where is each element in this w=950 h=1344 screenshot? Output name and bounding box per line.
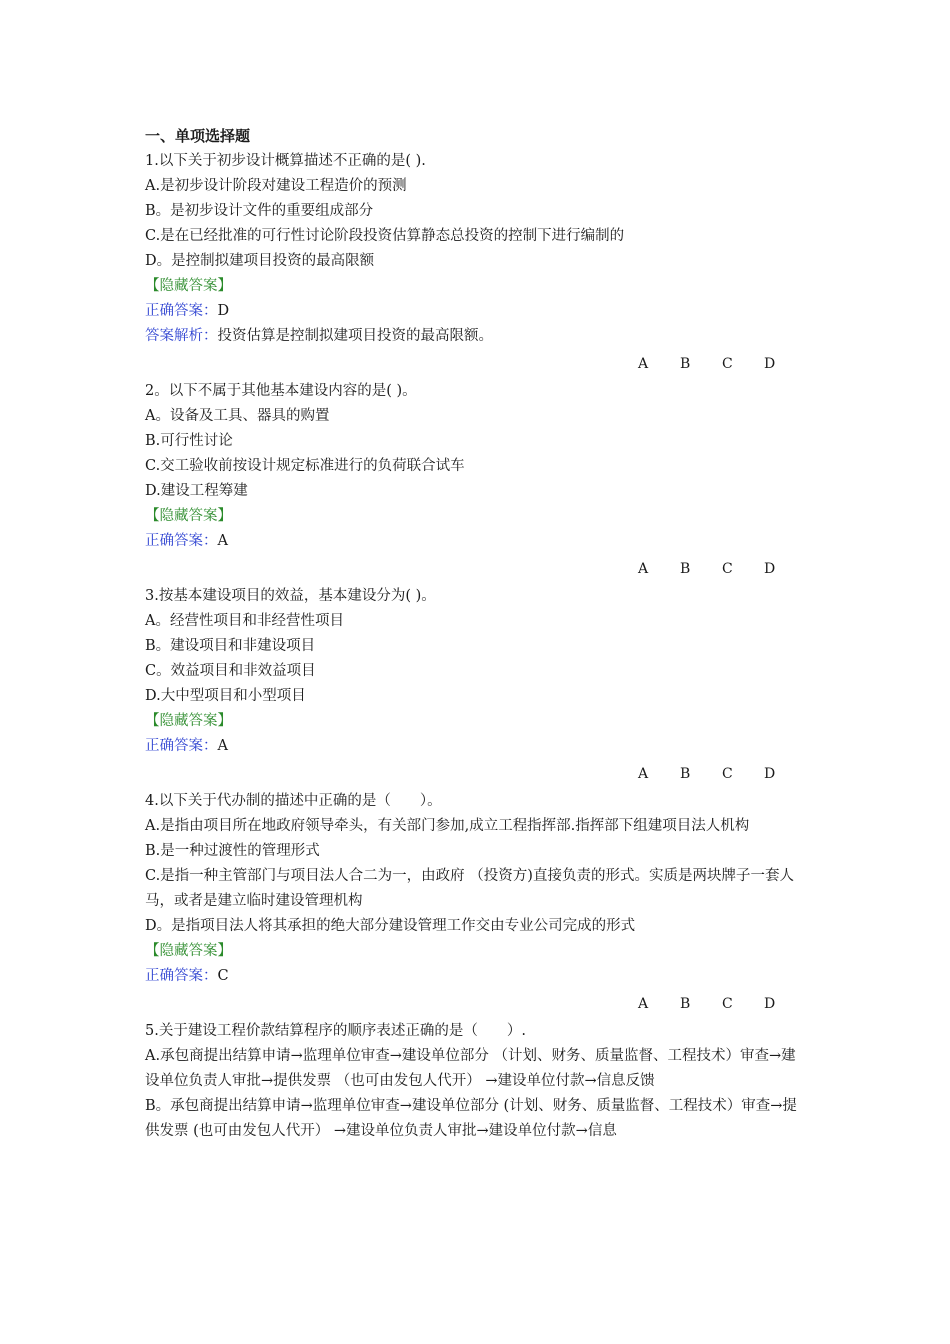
answer-label: 正确答案： [145, 968, 218, 984]
choice-row [145, 554, 810, 584]
option-c: C.交工验收前按设计规定标准进行的负荷联合试车 [145, 458, 465, 474]
option-a: A.是初步设计阶段对建设工程造价的预测 [145, 178, 407, 194]
choice-row [145, 989, 810, 1019]
answer-value: A [217, 533, 228, 549]
choice-b[interactable]: B [680, 356, 691, 372]
option-a: A。设备及工具、器具的购置 [145, 408, 330, 424]
choice-c[interactable]: C [722, 766, 733, 782]
answer-value: C [217, 968, 229, 984]
option-a: A.是指由项目所在地政府领导牵头，有关部门参加,成立工程指挥部.指挥部下组建项目法人机构 [145, 818, 750, 834]
choice-row [145, 759, 810, 789]
choice-d[interactable]: D [764, 561, 776, 577]
option-c: C.是指一种主管部门与项目法人合二为一，由政府 （投资方)直接负责的形式。实质是两块牌子一套人马，或者是建立临时建设管理机构 [145, 868, 794, 909]
answer-line [145, 734, 810, 759]
choice-row [145, 349, 810, 379]
document-page [145, 124, 810, 1144]
question-stem: 2。以下不属于其他基本建设内容的是( )。 [145, 383, 417, 399]
question-stem: 4.以下关于代办制的描述中正确的是（ ）。 [145, 793, 442, 809]
question-3 [145, 584, 810, 789]
option-b: B.可行性讨论 [145, 433, 233, 449]
answer-line [145, 964, 810, 989]
option-c: C。效益项目和非效益项目 [145, 663, 316, 679]
choice-c[interactable]: C [722, 561, 733, 577]
explanation-text: 投资估算是控制拟建项目投资的最高限额。 [217, 328, 493, 344]
question-1 [145, 149, 810, 379]
choice-b[interactable]: B [680, 996, 691, 1012]
choice-a[interactable]: A [638, 356, 649, 372]
answer-label: 正确答案： [145, 738, 218, 754]
question-stem: 1.以下关于初步设计概算描述不正确的是( ). [145, 153, 426, 169]
question-2 [145, 379, 810, 584]
hide-answer-link[interactable]: 【隐藏答案】 [145, 713, 232, 729]
choice-c[interactable]: C [722, 356, 733, 372]
choice-c[interactable]: C [722, 996, 733, 1012]
option-b: B.是一种过渡性的管理形式 [145, 843, 320, 859]
answer-line [145, 529, 810, 554]
option-d: D.大中型项目和小型项目 [145, 688, 306, 704]
question-5 [145, 1019, 810, 1144]
option-b: B。是初步设计文件的重要组成部分 [145, 203, 374, 219]
choice-a[interactable]: A [638, 996, 649, 1012]
choice-b[interactable]: B [680, 561, 691, 577]
option-a: A。经营性项目和非经营性项目 [145, 613, 344, 629]
question-4 [145, 789, 810, 1019]
option-b: B。建设项目和非建设项目 [145, 638, 316, 654]
answer-value: D [217, 303, 230, 319]
choice-d[interactable]: D [764, 766, 776, 782]
answer-label: 正确答案： [145, 303, 218, 319]
option-d: D.建设工程筹建 [145, 483, 248, 499]
answer-value: A [217, 738, 228, 754]
option-c: C.是在已经批准的可行性讨论阶段投资估算静态总投资的控制下进行编制的 [145, 228, 625, 244]
option-d: D。是控制拟建项目投资的最高限额 [145, 253, 375, 269]
option-a: A.承包商提出结算申请→监理单位审查→建设单位部分 （计划、财务、质量监督、工程技术）审查→建设单位负责人审批→提供发票 （也可由发包人代开） →建设单位付款→信息反馈 [145, 1048, 796, 1089]
hide-answer-link[interactable]: 【隐藏答案】 [145, 943, 232, 959]
choice-a[interactable]: A [638, 561, 649, 577]
question-stem: 5.关于建设工程价款结算程序的顺序表述正确的是（ ）. [145, 1023, 526, 1039]
explanation-label: 答案解析： [145, 328, 218, 344]
hide-answer-link[interactable]: 【隐藏答案】 [145, 508, 232, 524]
question-stem: 3.按基本建设项目的效益，基本建设分为( )。 [145, 588, 436, 604]
answer-line [145, 299, 810, 324]
choice-b[interactable]: B [680, 766, 691, 782]
hide-answer-link[interactable]: 【隐藏答案】 [145, 278, 232, 294]
answer-label: 正确答案： [145, 533, 218, 549]
choice-a[interactable]: A [638, 766, 649, 782]
option-d: D。是指项目法人将其承担的绝大部分建设管理工作交由专业公司完成的形式 [145, 918, 636, 934]
choice-d[interactable]: D [764, 996, 776, 1012]
explanation-line [145, 324, 810, 349]
section-title: 一、单项选择题 [145, 127, 251, 145]
option-b: B。承包商提出结算申请→监理单位审查→建设单位部分 (计划、财务、质量监督、工程技术）审查→提供发票 (也可由发包人代开） →建设单位负责人审批→建设单位付款→信息 [145, 1098, 797, 1139]
choice-d[interactable]: D [764, 356, 776, 372]
